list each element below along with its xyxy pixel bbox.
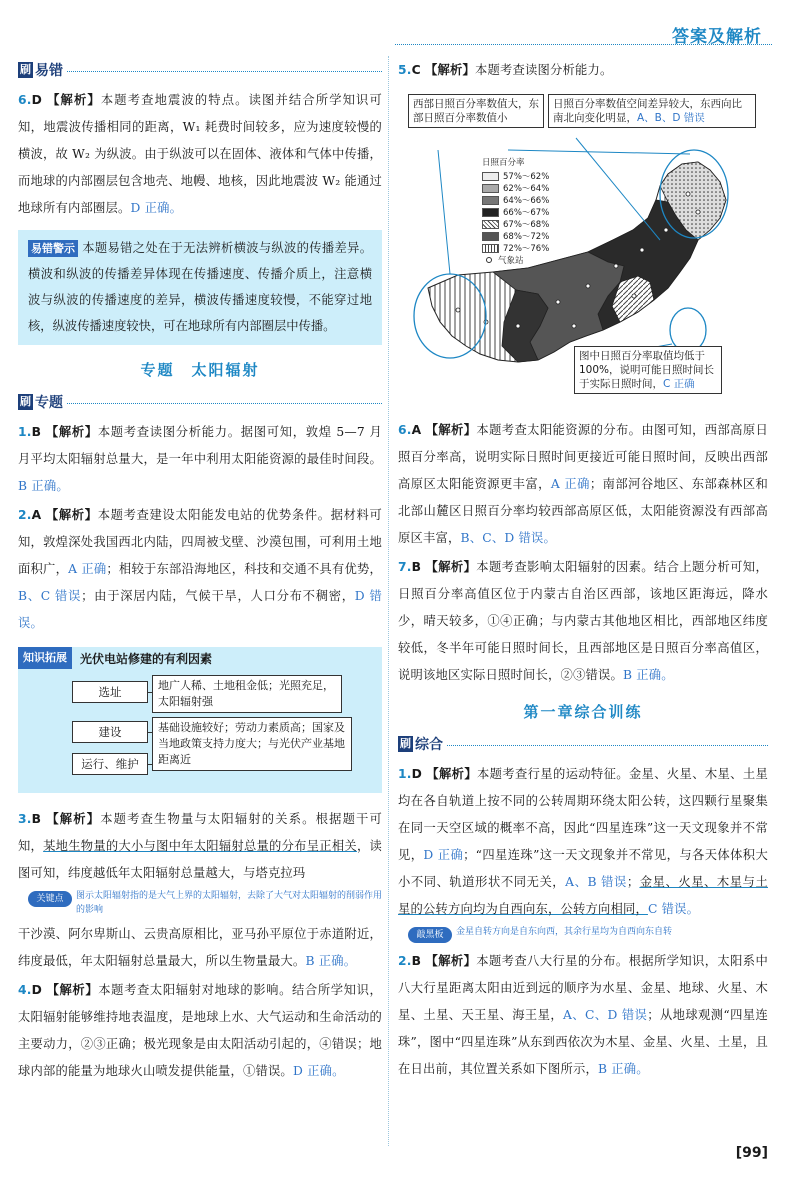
answer-3	[18, 805, 382, 887]
verdict: B 正确。	[305, 954, 357, 968]
section-zhuanti	[18, 392, 382, 412]
answer-text: ；相较于东部沿海地区，科技和交通不具有优势，	[106, 562, 382, 576]
question-number: 3.	[18, 812, 32, 826]
answer-text: 本题考查太阳能资源的分布。由图可知，西部高原日照百分率高，说明实际日照时间更接近可能日照时间，反映出西部高原区太阳能资源更丰富，	[398, 423, 769, 491]
answer-letter: C	[411, 63, 421, 77]
question-number: 2.	[398, 954, 412, 968]
map-callout: 西部日照百分率数值大，东部日照百分率数值小	[408, 94, 544, 128]
chapter-title: 第一章综合训练	[523, 703, 643, 721]
legend-item: 68%～72%	[482, 230, 549, 242]
legend-item: 72%～76%	[482, 242, 549, 254]
answer-text: ；由于深居内陆，气候干旱，人口分布不稠密，	[81, 589, 355, 603]
verdict: A、B、D 错误	[637, 112, 705, 124]
factor-detail: 基础设施较好；劳动力素质高；国家及当地政策支持力度大；与光伏产业基地距离近	[152, 717, 352, 771]
verdict: B 正确。	[597, 1062, 649, 1076]
analysis-tag: 【解析】	[46, 811, 101, 826]
answer-letter: D	[411, 767, 423, 781]
answer-5	[398, 56, 768, 84]
callout-text: 日照百分率数值空间差异较大，东西向比南北向变化明显，	[553, 98, 742, 124]
answer-3-cont	[18, 921, 382, 975]
verdict: B、C、D 错误。	[460, 531, 556, 545]
header-rule	[395, 44, 772, 45]
keypoint-note	[28, 889, 382, 917]
answer-letter: A	[31, 508, 42, 522]
warning-box	[18, 230, 382, 345]
factor-label: 运行、维护	[72, 753, 148, 775]
answer-text: 本题考查影响太阳辐射的因素。结合上题分析可知，日照百分率高值区位于内蒙古自治区西部，该地区距海远，降水少，晴天较多，①④正确；与内蒙古其他地区相比，西部地区纬度较低，冬半年可能日照时间长，且西部地区是日照百分率高值区，说明该地区实际日照时间长，②③错误。	[398, 560, 768, 682]
verdict: D 错误。	[18, 589, 382, 630]
analysis-tag: 【解析】	[45, 424, 98, 439]
verdict: D 正确	[423, 848, 464, 862]
left-column	[18, 56, 382, 1086]
map-legend	[482, 156, 549, 266]
warning-text: 本题易错之处在于无法辨析横波与纵波的传播差异。横波和纵波的传播差异体现在传播速度、传播介质上，注意横波与纵波的传播速度的差异，横波传播速度较慢，不能穿过地核，纵波传播速度较快，可在地球所有内部圈层中传播。	[28, 241, 372, 333]
answer-text: ；	[626, 875, 640, 889]
answer-text: ，读图可知，纬度越低年太阳辐射总量越大，与塔克拉玛	[18, 839, 382, 880]
answer-6	[18, 86, 382, 222]
answer-text: ；从地球观测“四星连珠”，图中“四星连珠”从东到西依次为木星、金星、火星、土星，且在日出前，其位置关系如下图所示，	[398, 1008, 768, 1076]
map-callout	[548, 94, 756, 128]
analysis-tag: 【解析】	[46, 982, 99, 997]
section-zonghe	[398, 734, 768, 754]
answer-letter: B	[31, 812, 42, 826]
question-number: 1.	[18, 425, 32, 439]
verdict: B、C 错误	[18, 589, 82, 603]
legend-item: 57%～62%	[482, 170, 549, 182]
verdict: A 正确	[68, 562, 107, 576]
verdict: C 错误。	[647, 902, 700, 916]
note-text: 金星自转方向是自东向西，其余行星均为自西向东自转	[456, 927, 673, 937]
verdict: B 正确。	[18, 479, 69, 493]
answer-text: 本题考查生物量与太阳辐射的关系。根据题干可知，	[18, 812, 383, 853]
analysis-tag: 【解析】	[424, 62, 475, 77]
note-badge: 敲黑板	[408, 927, 452, 943]
legend-item: 62%～64%	[482, 182, 549, 194]
section-yicuo	[18, 60, 382, 80]
legend-item: 67%～68%	[482, 218, 549, 230]
answer-text: ；南部河谷地区、东部森林区和北部山麓区日照百分率均较西部高原区低，太阳能资源没有西部高原区丰富，	[398, 477, 768, 545]
verdict: A、B 错误	[565, 875, 627, 889]
section-badge: 刷	[20, 395, 31, 408]
analysis-tag: 【解析】	[425, 559, 477, 574]
note-badge: 关键点	[28, 891, 72, 907]
right-column	[398, 56, 768, 1084]
section-badge: 刷	[20, 63, 31, 76]
answer-7	[398, 553, 768, 689]
answer-6	[398, 416, 768, 552]
verdict: A 正确	[550, 477, 590, 491]
question-number: 4.	[18, 983, 32, 997]
comprehensive-answer-1	[398, 760, 768, 923]
topic-title: 专题 太阳辐射	[140, 361, 260, 379]
answer-letter: B	[31, 425, 42, 439]
warning-badge: 易错警示	[28, 240, 78, 257]
answer-4	[18, 976, 382, 1085]
map-callout	[574, 346, 722, 394]
legend-item: 64%～66%	[482, 194, 549, 206]
verdict: D 正确。	[292, 1064, 345, 1078]
answer-text: 本题考查建设太阳能发电站的优势条件。据材料可知，敦煌深处我国西北内陆，四周被戈壁、沙漠包围，可利用土地面积广，	[18, 508, 382, 576]
knowledge-title: 光伏电站修建的有利因素	[80, 651, 213, 666]
answer-text: 本题考查读图分析能力。	[474, 63, 613, 77]
callout-text: 图中日照百分率取值均低于 100%，说明可能日照时间长于实际日照时间，	[579, 350, 715, 390]
column-divider	[388, 56, 389, 1146]
verdict: C 正确	[663, 378, 695, 390]
verdict: D 正确。	[130, 201, 183, 215]
knowledge-diagram	[18, 673, 382, 783]
section-rule	[447, 745, 768, 746]
section-label: 易错	[35, 63, 63, 79]
header-title: 答案及解析	[672, 27, 762, 47]
answer-1	[18, 418, 382, 500]
legend-item: 气象站	[482, 254, 549, 266]
answer-text: 本题考查行星的运动特征。金星、火星、木星、土星均在各自轨道上按不同的公转周期环绕太阳公转，这四颗行星聚集在同一天空区域的概率不高，因此“四星连珠”这一天文现象并不常见，	[398, 767, 768, 862]
question-number: 5.	[398, 63, 412, 77]
verdict: B 正确。	[622, 668, 674, 682]
verdict: A、C、D 错误	[563, 1008, 648, 1022]
comprehensive-answer-2	[398, 947, 768, 1083]
section-rule	[67, 71, 382, 72]
answer-letter: A	[411, 423, 422, 437]
factor-detail: 地广人稀、土地租金低；光照充足，太阳辐射强	[152, 675, 342, 713]
analysis-tag: 【解析】	[47, 92, 101, 107]
analysis-tag: 【解析】	[45, 507, 98, 522]
answer-text: 本题考查太阳辐射对地球的影响。结合所学知识，太阳辐射能够维持地表温度，是地球上水、大气运动和生命活动的主要动力，②③正确；极光现象是由太阳活动引起的，④错误；地球内部的能量为地球火山喷发提供能量，①错误。	[18, 983, 382, 1078]
blackboard-note	[408, 925, 768, 943]
answer-text: 干沙漠、阿尔卑斯山、云贵高原相比，亚马孙平原位于赤道附近，纬度最低，年太阳辐射总量最大，所以生物量最大。	[18, 927, 382, 968]
section-label: 专题	[35, 395, 63, 411]
answer-2	[18, 501, 382, 637]
page-number: [99]	[735, 1145, 768, 1161]
legend-item: 66%～67%	[482, 206, 549, 218]
section-label: 综合	[415, 737, 443, 753]
question-number: 6.	[398, 423, 412, 437]
answer-letter: B	[411, 954, 422, 968]
answer-text: 本题考查地震波的特点。读图并结合所学知识可知，地震波传播相同的距离，W₁ 耗费时间较多，应为速度较慢的横波，故 W₂ 为纵波。由于纵波可以在固体、液体和气体中传播，而地球的内部圈层包含地壳、地幔、地核，因此地震波 W₂ 能通过地球所有内部圈层。	[18, 93, 382, 215]
legend-title: 日照百分率	[482, 158, 525, 168]
underlined-text: 金星、火星、木星与土星的公转方向均为自西向东，公转方向相同，	[398, 875, 768, 916]
analysis-tag: 【解析】	[425, 953, 477, 968]
answer-text: ；“四星连珠”这一天文现象并不常见，与各天体体积大小不同、轨道形状不同无关，	[398, 848, 768, 889]
knowledge-box	[18, 647, 382, 793]
factor-label: 建设	[72, 721, 148, 743]
factor-label: 选址	[72, 681, 148, 703]
note-text: 图示太阳辐射指的是大气上界的太阳辐射，去除了大气对太阳辐射的削弱作用的影响	[76, 891, 383, 915]
section-rule	[67, 403, 382, 404]
sunshine-map-figure	[398, 90, 768, 408]
question-number: 6.	[18, 93, 32, 107]
answer-text: 本题考查八大行星的分布。根据所学知识，太阳系中八大行星距离太阳由近到远的顺序为水星、金星、地球、火星、木星、土星、天王星、海王星，	[398, 954, 768, 1022]
question-number: 1.	[398, 767, 412, 781]
answer-letter: D	[31, 983, 43, 997]
answer-text: 本题考查读图分析能力。据图可知，敦煌 5—7 月月平均太阳辐射总量大，是一年中利用太阳能资源的最佳时间段。	[18, 425, 382, 466]
section-badge: 刷	[400, 737, 411, 750]
answer-letter: B	[411, 560, 422, 574]
knowledge-tag: 知识拓展	[18, 647, 72, 669]
underlined-text: 某地生物量的大小与图中年太阳辐射总量的分布呈正相关	[43, 839, 357, 853]
analysis-tag: 【解析】	[426, 766, 477, 781]
question-number: 2.	[18, 508, 32, 522]
answer-letter: D	[31, 93, 43, 107]
analysis-tag: 【解析】	[425, 422, 477, 437]
question-number: 7.	[398, 560, 412, 574]
